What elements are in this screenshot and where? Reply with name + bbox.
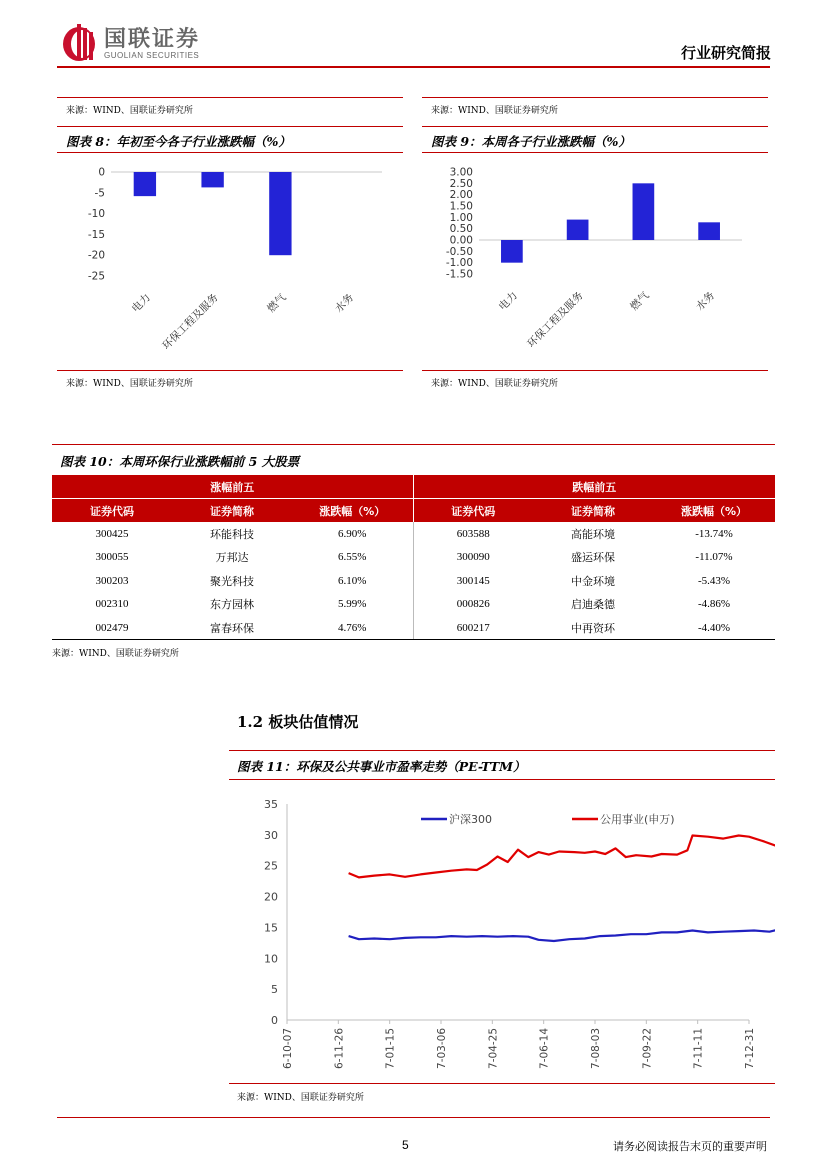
x-tick-label: 7-01-15 <box>384 1028 397 1069</box>
table-cell: 300090 <box>413 546 533 570</box>
table-cell: 高能环境 <box>571 528 615 541</box>
y-tick-label: 5 <box>271 983 278 997</box>
chart11-line-chart <box>229 785 775 1080</box>
y-tick-label: -25 <box>87 270 105 283</box>
table-cell: 002310 <box>95 598 129 611</box>
y-tick-label: 0.00 <box>449 234 473 247</box>
y-tick-label: -15 <box>87 228 105 241</box>
bar <box>633 183 655 240</box>
chart8-bar-chart <box>57 160 403 365</box>
table-cell: 000826 <box>413 593 533 617</box>
table-cell: 600217 <box>413 616 533 640</box>
table-cell: 002479 <box>52 616 172 640</box>
footer-divider <box>57 1117 770 1118</box>
divider <box>422 370 768 371</box>
divider <box>422 97 768 98</box>
legend-label: 沪深300 <box>449 813 492 826</box>
table-row <box>52 569 775 593</box>
column-header: 涨跌幅（%） <box>653 499 775 523</box>
column-header: 证券代码 <box>413 499 533 523</box>
table-cell: 东方园林 <box>210 599 254 612</box>
x-tick-label: 水务 <box>332 291 357 315</box>
y-tick-label: 10 <box>264 952 278 966</box>
y-tick-label: 0.50 <box>449 223 473 236</box>
x-tick-label: 6-11-26 <box>333 1028 346 1069</box>
bar <box>501 240 523 263</box>
column-header: 涨跌幅（%） <box>292 499 413 523</box>
top-movers-table <box>52 475 775 640</box>
table-cell: 603588 <box>413 522 533 546</box>
header-divider <box>57 66 770 68</box>
y-tick-label: 0 <box>271 1014 278 1027</box>
table-cell: 300055 <box>95 551 129 564</box>
table-cell: 万邦达 <box>215 552 249 565</box>
x-tick-label: 7-06-14 <box>538 1028 551 1069</box>
x-tick-label: 燃气 <box>265 291 289 315</box>
bar <box>698 222 720 240</box>
brand-name-en: GUOLIAN SECURITIES <box>104 51 200 60</box>
x-tick-label: 7-08-03 <box>590 1028 602 1069</box>
chart8-caption: 图表 8：年初至今各子行业涨跌幅（%） <box>66 134 291 149</box>
y-tick-label: 20 <box>264 890 278 904</box>
table10-caption: 图表 10：本周环保行业涨跌幅前 5 大股票 <box>60 454 300 469</box>
source-note: 来源：WIND、国联证券研究所 <box>52 649 179 659</box>
y-tick-label: -10 <box>87 208 105 221</box>
x-tick-label: 水务 <box>693 289 718 313</box>
table-row <box>52 522 775 546</box>
table-cell: 4.76% <box>292 616 413 640</box>
y-tick-label: 25 <box>264 859 278 873</box>
y-tick-label: -0.50 <box>445 245 473 258</box>
x-tick-label: 7-03-06 <box>436 1028 448 1069</box>
table-cell: 6.90% <box>338 527 367 540</box>
series-line <box>349 836 775 878</box>
divider <box>57 370 403 371</box>
x-tick-label: 7-11-11 <box>692 1028 705 1069</box>
chart11-caption: 图表 11：环保及公共事业市盈率走势（PE-TTM） <box>237 759 526 774</box>
y-tick-label: 1.50 <box>449 200 473 213</box>
y-tick-label: 1.00 <box>449 211 473 224</box>
y-tick-label: 2.00 <box>449 189 473 202</box>
divider <box>229 1083 775 1084</box>
chart9-bar-chart <box>422 160 768 365</box>
y-tick-label: -20 <box>87 249 105 262</box>
y-tick-label: 30 <box>264 828 278 842</box>
divider <box>229 750 775 751</box>
section-title: 1.2 板块估值情况 <box>237 713 359 731</box>
divider <box>57 126 403 127</box>
series-line <box>349 929 775 941</box>
x-tick-label: 7-09-22 <box>641 1028 654 1069</box>
x-tick-label: 燃气 <box>628 289 652 313</box>
legend-label: 公用事业(申万) <box>600 813 675 826</box>
y-tick-label: 35 <box>264 798 278 811</box>
column-header: 证券简称 <box>533 499 653 523</box>
table-cell: 盛运环保 <box>571 552 615 565</box>
source-note: 来源：WIND、国联证券研究所 <box>431 106 558 116</box>
y-tick-label: 3.00 <box>449 166 473 179</box>
table-cell: -4.40% <box>653 616 775 640</box>
x-tick-label: 电力 <box>129 291 153 315</box>
footer-disclaimer: 请务必阅读报告末页的重要声明 <box>613 1140 767 1153</box>
table-cell: -11.07% <box>695 551 733 564</box>
x-tick-label: 环保工程及服务 <box>525 289 586 351</box>
table-cell: 中金环境 <box>571 575 615 588</box>
source-note: 来源：WIND、国联证券研究所 <box>431 379 558 389</box>
chart9-caption: 图表 9：本周各子行业涨跌幅（%） <box>431 134 631 149</box>
table-cell: 300145 <box>413 569 533 593</box>
x-tick-label: 环保工程及服务 <box>160 291 221 353</box>
table-cell: 6.10% <box>338 574 367 587</box>
table-cell: 环能科技 <box>210 528 254 541</box>
page-number: 5 <box>402 1138 409 1152</box>
y-tick-label: 15 <box>264 921 278 935</box>
table-row <box>52 546 775 570</box>
logo-mark-icon <box>60 18 102 64</box>
divider <box>229 779 775 780</box>
brand-name-cn: 国联证券 <box>104 27 201 52</box>
table-cell: 300425 <box>95 527 129 540</box>
y-tick-label: 2.50 <box>449 177 473 190</box>
group-header-up: 涨幅前五 <box>52 475 413 499</box>
table-cell: 富春环保 <box>172 616 292 640</box>
divider <box>52 444 775 445</box>
table-row <box>52 616 775 640</box>
source-note: 来源：WIND、国联证券研究所 <box>66 379 193 389</box>
divider <box>422 126 768 127</box>
y-tick-label: -1.00 <box>445 257 473 270</box>
table-cell: 中再资环 <box>533 616 653 640</box>
company-logo <box>60 18 240 64</box>
table-cell: -4.86% <box>697 598 731 611</box>
y-tick-label: -5 <box>94 187 105 200</box>
table-row <box>52 593 775 617</box>
y-tick-label: 0 <box>98 166 105 179</box>
x-tick-label: 电力 <box>496 289 520 313</box>
column-header: 证券简称 <box>172 499 292 523</box>
column-header: 证券代码 <box>52 499 172 523</box>
bar <box>567 220 589 240</box>
divider <box>422 152 768 153</box>
table-cell: -5.43% <box>697 574 731 587</box>
divider <box>57 152 403 153</box>
y-tick-label: -1.50 <box>445 268 473 281</box>
x-tick-label: 7-04-25 <box>487 1028 500 1069</box>
table-cell: -13.74% <box>695 527 733 540</box>
bar <box>269 172 291 255</box>
bar <box>201 172 223 187</box>
table-cell: 聚光科技 <box>210 575 254 588</box>
source-note: 来源：WIND、国联证券研究所 <box>66 106 193 116</box>
report-type: 行业研究简报 <box>680 44 771 62</box>
x-tick-label: 6-10-07 <box>282 1028 294 1069</box>
table-cell: 300203 <box>95 574 129 587</box>
table-cell: 6.55% <box>338 551 367 564</box>
source-note: 来源：WIND、国联证券研究所 <box>237 1093 364 1103</box>
divider <box>57 97 403 98</box>
x-tick-label: 7-12-31 <box>744 1028 756 1069</box>
table-cell: 5.99% <box>338 598 367 611</box>
table-cell: 启迪桑德 <box>571 599 615 612</box>
group-header-down: 跌幅前五 <box>413 475 775 499</box>
bar <box>134 172 156 196</box>
